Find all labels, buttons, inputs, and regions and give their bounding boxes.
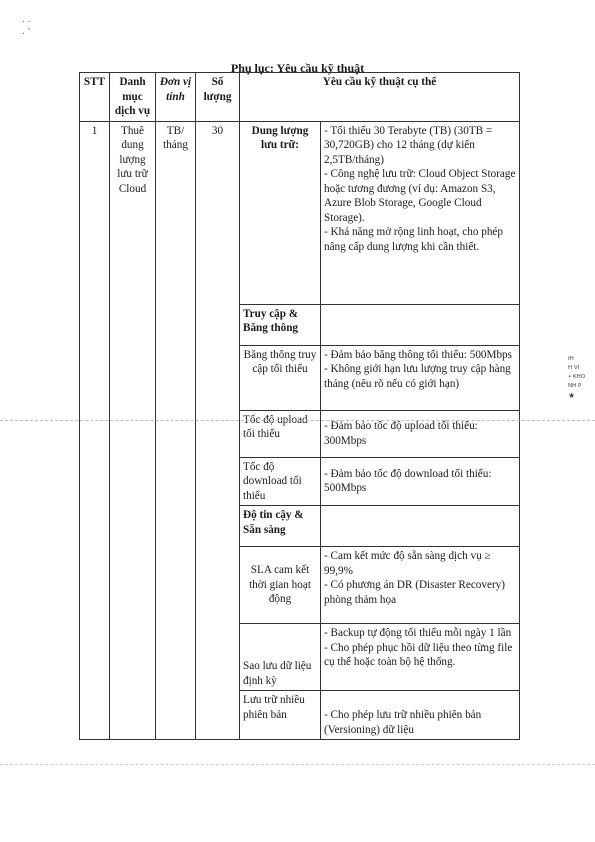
stamp-text-3: • KHO bbox=[568, 374, 586, 380]
storage-detail-3: - Khả năng mở rộng linh hoạt, cho phép nâng cấp dung lượng khi cần thiết. bbox=[324, 226, 503, 253]
access-heading: Truy cập & Băng thông bbox=[240, 304, 321, 345]
reliability-backup-detail-1: - Backup tự động tối thiểu mỗi ngày 1 lần bbox=[324, 627, 512, 639]
scan-mark-2: . ' bbox=[22, 27, 31, 37]
storage-detail-1: - Tối thiểu 30 Terabyte (TB) (30TB = 30,720GB) cho 12 tháng (dự kiến 2,5TB/tháng) bbox=[324, 124, 493, 166]
stamp-text-2: H VI bbox=[568, 365, 580, 371]
access-upload-details bbox=[321, 410, 520, 457]
scan-mark-1: . . bbox=[22, 15, 31, 25]
header-stt: STT bbox=[80, 73, 110, 122]
access-heading-empty bbox=[321, 304, 520, 345]
storage-label: Dung lượng lưu trữ: bbox=[240, 121, 321, 304]
access-download-details bbox=[321, 457, 520, 506]
header-spec: Yêu cầu kỹ thuật cụ thể bbox=[240, 73, 520, 122]
storage-details bbox=[321, 121, 520, 304]
access-bandwidth-label: Băng thông truy cập tối thiểu bbox=[240, 345, 321, 410]
access-upload-label: Tốc độ upload tối thiểu bbox=[240, 410, 321, 457]
table-header-row bbox=[80, 73, 520, 122]
access-download-detail-1: - Đảm bảo tốc độ download tối thiểu: 500Mbps bbox=[324, 467, 492, 495]
row-stt: 1 bbox=[80, 121, 110, 740]
access-download-label: Tốc độ download tối thiểu bbox=[240, 457, 321, 506]
reliability-versioning-details bbox=[321, 691, 520, 740]
reliability-backup-detail-2: - Cho phép phục hồi dữ liệu theo từng file cụ thể hoặc toàn bộ hệ thống. bbox=[324, 641, 513, 668]
scan-artifact-line bbox=[0, 420, 595, 421]
header-qty: Số lượng bbox=[196, 73, 240, 122]
header-name: Danh mục dịch vụ bbox=[110, 73, 156, 122]
table-row bbox=[80, 121, 520, 304]
row-service-name: Thuê dung lượng lưu trữ Cloud bbox=[110, 121, 156, 740]
reliability-sla-label: SLA cam kết thời gian hoạt động bbox=[240, 547, 321, 624]
reliability-versioning-label: Lưu trữ nhiều phiên bản bbox=[240, 691, 321, 740]
reliability-versioning-detail-1: - Cho phép lưu trữ nhiều phiên bản (Versioning) dữ liệu bbox=[324, 709, 482, 736]
reliability-sla-details bbox=[321, 547, 520, 624]
reliability-heading-empty bbox=[321, 506, 520, 547]
row-qty: 30 bbox=[196, 121, 240, 740]
access-bandwidth-detail-2: - Không giới hạn lưu lượng truy cập hàng tháng (nêu rõ nếu có giới hạn) bbox=[324, 363, 511, 390]
stamp-star-icon: ★ bbox=[568, 391, 576, 400]
storage-detail-2: - Công nghệ lưu trữ: Cloud Object Storage hoặc tương đương (ví dụ: Amazon S3, Azure Blob Storage, Google Cloud Storage). bbox=[324, 168, 516, 224]
scan-artifact-line-bottom bbox=[0, 764, 595, 765]
stamp-text-4: NH P bbox=[568, 383, 582, 389]
side-stamp-fragment bbox=[568, 355, 595, 445]
requirements-table bbox=[79, 72, 520, 740]
access-bandwidth-details bbox=[321, 345, 520, 410]
reliability-heading: Độ tin cậy & Sẵn sàng bbox=[240, 506, 321, 547]
access-bandwidth-detail-1: - Đảm bảo băng thông tối thiểu: 500Mbps bbox=[324, 348, 512, 361]
page-title: Phụ lục: Yêu cầu kỹ thuật bbox=[230, 61, 365, 75]
reliability-sla-detail-2: - Có phương án DR (Disaster Recovery) phòng thảm họa bbox=[324, 579, 505, 606]
reliability-backup-label: Sao lưu dữ liệu định kỳ bbox=[240, 624, 321, 691]
access-upload-detail-1: - Đảm bảo tốc độ upload tối thiểu: 300Mbps bbox=[324, 420, 478, 447]
stamp-text-1: IH bbox=[568, 356, 574, 362]
reliability-sla-detail-1: - Cam kết mức độ sẵn sàng dịch vụ ≥ 99,9% bbox=[324, 550, 491, 577]
header-unit: Đơn vị tính bbox=[156, 73, 196, 122]
reliability-backup-details bbox=[321, 624, 520, 691]
row-unit: TB/ tháng bbox=[156, 121, 196, 740]
scan-marks bbox=[22, 14, 31, 38]
